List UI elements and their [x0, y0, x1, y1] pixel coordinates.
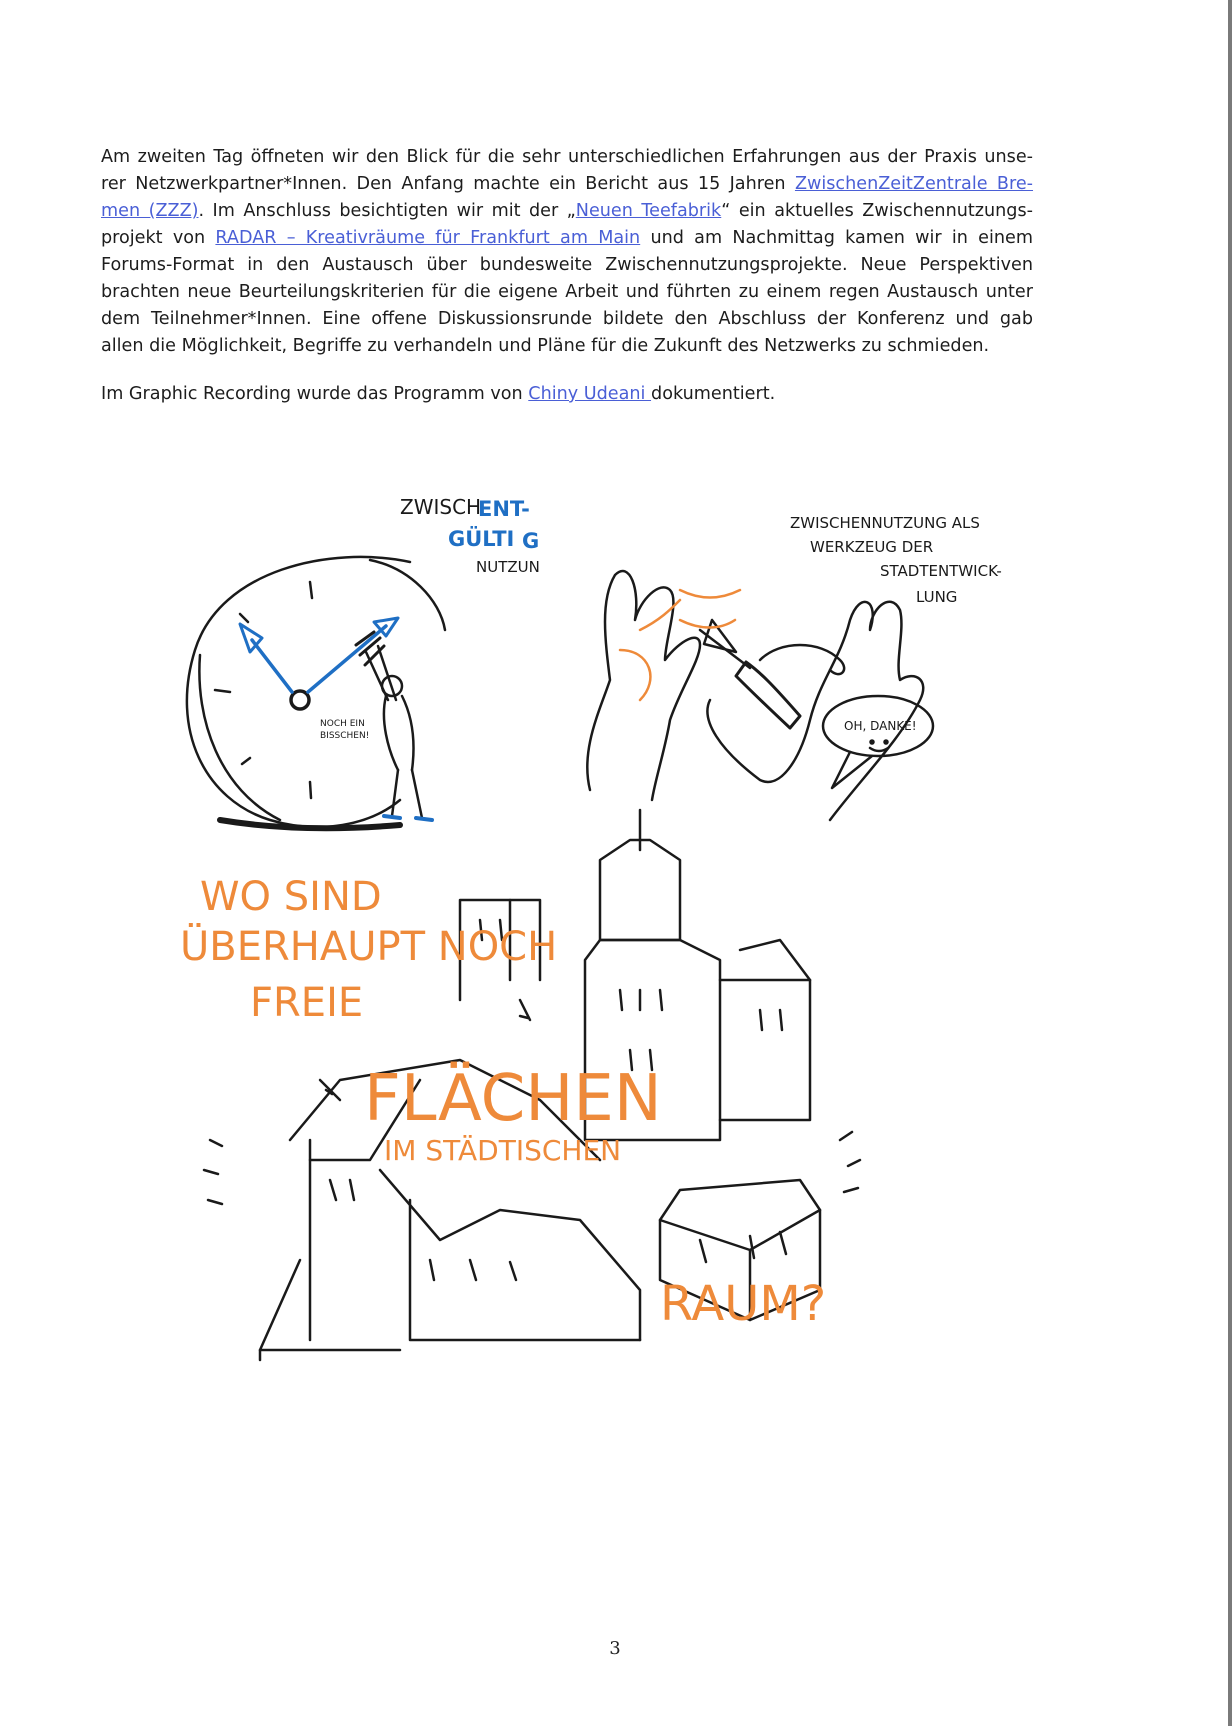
paragraph-line: dem Teilnehmer*Innen. Eine offene Diskussionsrunde bildete den Abschluss der Konferenz und gab	[101, 309, 1033, 329]
link-zzz[interactable]: ZwischenZeitZentrale Bre-	[794, 174, 1034, 194]
paragraph-line: allen die Möglichkeit, Begriffe zu verhandeln und Pläne für die Zukunft des Netzwerks zu schmieden.	[101, 336, 990, 356]
paragraph-line: men (ZZZ). Im Anschluss besichtigten wir mit der „Neuen Teefabrik“ ein aktuelles Zwischennutzungs-	[101, 201, 1033, 221]
paragraph-line: brachten neue Beurteilungskriterien für die eigene Arbeit und führten zu einem regen Austausch unter	[101, 282, 1033, 302]
clock-note-text: BISSCHEN!	[320, 731, 370, 741]
paragraph-line: projekt von RADAR – Kreativräume für Frankfurt am Main und am Nachmittag kamen wir in einem	[101, 228, 1033, 248]
clock-note-text: NOCH EIN	[320, 719, 365, 729]
clock-heading-text: ENT-	[478, 497, 530, 521]
city-question-text: RAUM?	[660, 1276, 827, 1332]
graphic-recording-illustration	[160, 495, 1090, 1520]
hands-caption-text: WERKZEUG DER	[810, 538, 934, 556]
page-edge	[1228, 0, 1232, 1726]
link-radar[interactable]: RADAR – Kreativräume für Frankfurt am Main	[215, 228, 641, 248]
hands-bubble-text: OH, DANKE!	[844, 719, 917, 733]
city-question-text: WO SIND	[200, 874, 382, 920]
clock-heading-text: ZWISCH	[400, 495, 482, 519]
clock-heading-text: NUTZUN	[476, 558, 540, 576]
city-question-text: IM STÄDTISCHEN	[384, 1134, 622, 1167]
hands-caption-text: ZWISCHENNUTZUNG ALS	[790, 514, 980, 532]
link-chiny-udeani[interactable]: Chiny Udeani	[528, 384, 652, 404]
city-question-text: ÜBERHAUPT NOCH	[180, 924, 558, 970]
graphic-recording-drawing	[160, 495, 1090, 1520]
page-number: 3	[609, 1638, 621, 1659]
hands-caption-text: LUNG	[916, 588, 958, 606]
graphic-recording-note: Im Graphic Recording wurde das Programm von Chiny Udeani dokumentiert.	[101, 384, 776, 404]
hands-caption-text: STADTENTWICK-	[880, 562, 1002, 580]
link-neue-teefabrik[interactable]: Neuen Teefabrik	[575, 201, 722, 221]
clock-heading-text: GÜLTI	[448, 527, 515, 551]
paragraph-line: Am zweiten Tag öffneten wir den Blick für die sehr unterschiedlichen Erfahrungen aus der Praxis unse-	[101, 147, 1033, 167]
clock-heading-text: G	[522, 529, 540, 553]
hands-sketch	[587, 571, 933, 820]
paragraph-line: rer Netzwerkpartner*Innen. Den Anfang machte ein Bericht aus 15 Jahren ZwischenZeitZentrale Bre-	[101, 174, 1034, 194]
paragraph-line: Forums-Format in den Austausch über bundesweite Zwischennutzungsprojekte. Neue Perspektiven	[101, 255, 1033, 275]
body-paragraph	[101, 144, 1033, 360]
clock-sketch	[187, 557, 445, 828]
city-question-text: FLÄCHEN	[364, 1062, 662, 1136]
city-question-text: FREIE	[250, 980, 364, 1026]
link-zzz-cont[interactable]: men (ZZZ)	[101, 201, 199, 221]
